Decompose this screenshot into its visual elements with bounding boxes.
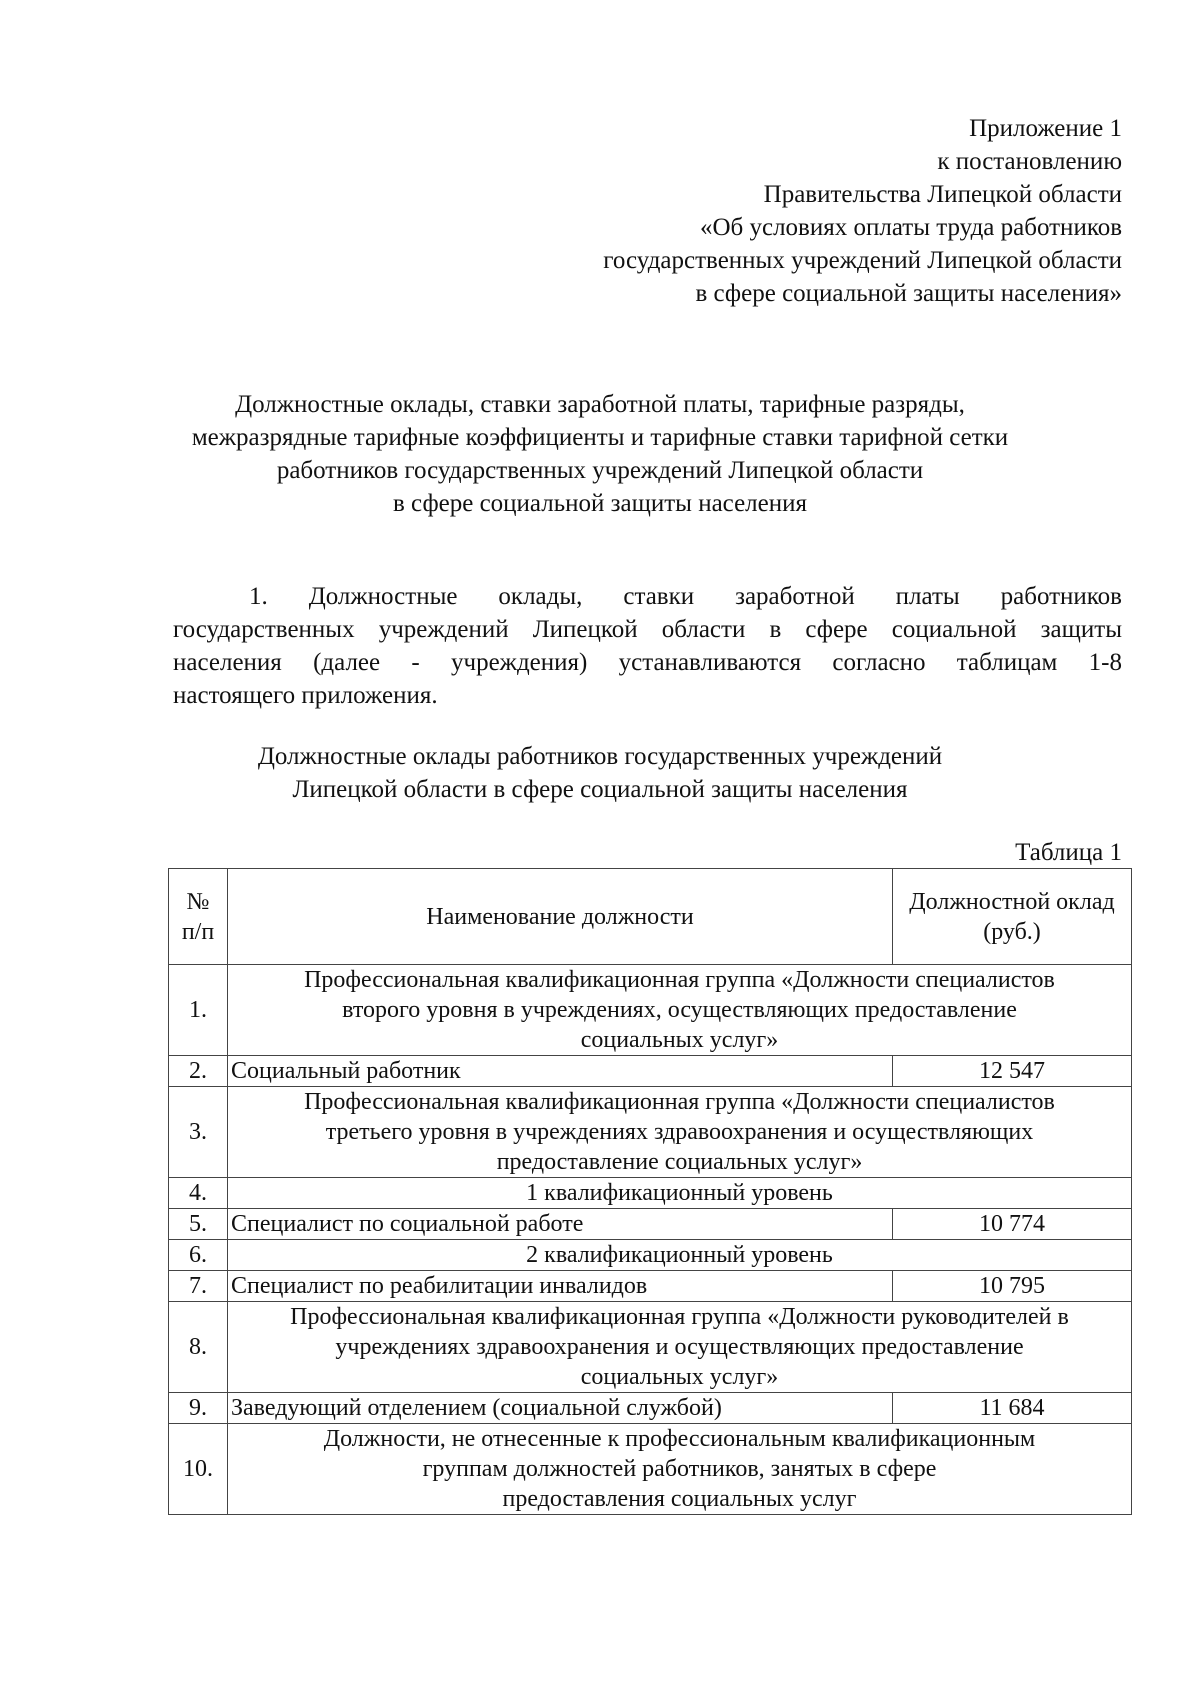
salary-value: 11 684 xyxy=(893,1393,1132,1424)
level-cell: 2 квалификационный уровень xyxy=(228,1240,1132,1271)
title-line: межразрядные тарифные коэффициенты и тарифные ставки тарифной сетки xyxy=(191,424,1009,451)
appendix-header xyxy=(603,112,1122,310)
header-num: № п/п xyxy=(169,869,228,965)
position-name: Социальный работник xyxy=(228,1056,893,1087)
document-title xyxy=(100,388,1100,520)
table-row-level xyxy=(169,1240,1132,1271)
table-title xyxy=(100,740,1100,806)
paragraph-line: настоящего приложения. xyxy=(173,682,438,709)
row-num: 8. xyxy=(169,1302,228,1393)
table-row-group xyxy=(169,1087,1132,1178)
salary-value: 10 795 xyxy=(893,1271,1132,1302)
appendix-line: к постановлению xyxy=(937,148,1122,175)
paragraph-line: 1. Должностные оклады, ставки заработной платы работников xyxy=(249,583,1122,610)
salary-value: 12 547 xyxy=(893,1056,1132,1087)
row-num: 5. xyxy=(169,1209,228,1240)
table-title-line: Должностные оклады работников государственных учреждений xyxy=(257,743,943,770)
table-row xyxy=(169,1393,1132,1424)
row-num: 9. xyxy=(169,1393,228,1424)
appendix-line: «Об условиях оплаты труда работников xyxy=(699,214,1122,241)
row-num: 3. xyxy=(169,1087,228,1178)
title-line: в сфере социальной защиты населения xyxy=(392,490,808,517)
table-row-group xyxy=(169,1302,1132,1393)
table-title-line: Липецкой области в сфере социальной защиты населения xyxy=(292,776,908,803)
header-salary: Должностной оклад (руб.) xyxy=(893,869,1132,965)
table-row-group xyxy=(169,1424,1132,1515)
paragraph-line: населения (далее - учреждения) устанавливаются согласно таблицам 1-8 xyxy=(173,649,1122,676)
group-cell: Профессиональная квалификационная группа «Должности специалистов второго уровня в учреждениях, осуществляющих предоставление социальных услуг» xyxy=(228,965,1132,1056)
position-name: Заведующий отделением (социальной службой) xyxy=(228,1393,893,1424)
table-row xyxy=(169,1271,1132,1302)
paragraph-1 xyxy=(173,580,1122,712)
salary-table xyxy=(168,868,1132,1515)
salary-value: 10 774 xyxy=(893,1209,1132,1240)
header-position-name: Наименование должности xyxy=(228,869,893,965)
appendix-line: государственных учреждений Липецкой области xyxy=(603,247,1122,274)
paragraph-line: государственных учреждений Липецкой области в сфере социальной защиты xyxy=(173,616,1122,643)
title-line: Должностные оклады, ставки заработной платы, тарифные разряды, xyxy=(235,391,965,418)
table-row xyxy=(169,1056,1132,1087)
group-cell: Должности, не отнесенные к профессиональным квалификационным группам должностей работников, занятых в сфере предоставления социальных услуг xyxy=(228,1424,1132,1515)
table-label: Таблица 1 xyxy=(1015,839,1122,866)
position-name: Специалист по реабилитации инвалидов xyxy=(228,1271,893,1302)
table-row xyxy=(169,1209,1132,1240)
group-cell: Профессиональная квалификационная группа «Должности специалистов третьего уровня в учреждениях здравоохранения и осуществляющих предоставление социальных услуг» xyxy=(228,1087,1132,1178)
row-num: 2. xyxy=(169,1056,228,1087)
row-num: 6. xyxy=(169,1240,228,1271)
table-row-group xyxy=(169,965,1132,1056)
level-cell: 1 квалификационный уровень xyxy=(228,1178,1132,1209)
row-num: 4. xyxy=(169,1178,228,1209)
row-num: 10. xyxy=(169,1424,228,1515)
table-header-row xyxy=(169,869,1132,965)
appendix-line: Правительства Липецкой области xyxy=(763,181,1122,208)
table-row-level xyxy=(169,1178,1132,1209)
title-line: работников государственных учреждений Липецкой области xyxy=(276,457,924,484)
appendix-line: в сфере социальной защиты населения» xyxy=(695,280,1122,307)
row-num: 1. xyxy=(169,965,228,1056)
group-cell: Профессиональная квалификационная группа «Должности руководителей в учреждениях здравоохранения и осуществляющих предоставление социальных услуг» xyxy=(228,1302,1132,1393)
appendix-line: Приложение 1 xyxy=(969,115,1122,142)
row-num: 7. xyxy=(169,1271,228,1302)
position-name: Специалист по социальной работе xyxy=(228,1209,893,1240)
